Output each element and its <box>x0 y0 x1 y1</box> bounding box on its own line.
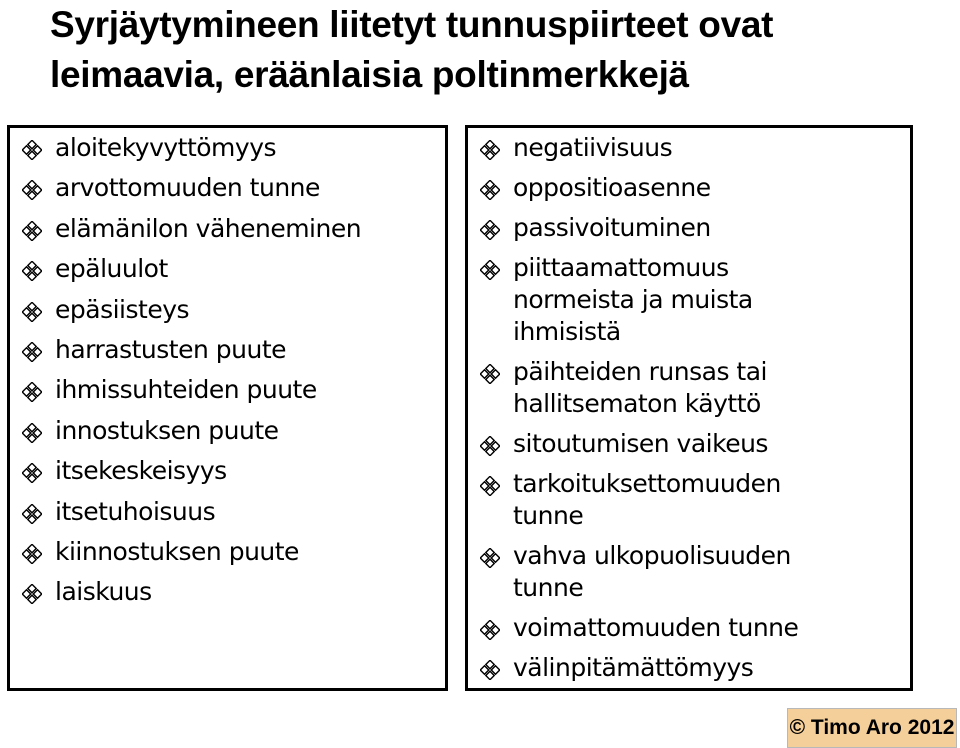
right-list-item-text: piittaamattomuus <box>513 253 729 282</box>
diamond-star-bullet-icon <box>22 504 42 524</box>
diamond-star-bullet-icon <box>480 548 500 568</box>
diamond-star-bullet-icon <box>480 140 500 160</box>
right-list-item-text: oppositioasenne <box>513 173 711 202</box>
right-list-item-text: voimattomuuden tunne <box>513 613 799 642</box>
left-list-item-text: innostuksen puute <box>55 415 279 445</box>
right-list-item-text: tunne <box>513 573 584 602</box>
left-list-item-text: harrastusten puute <box>55 334 287 364</box>
left-list-item <box>22 536 361 568</box>
diamond-star-bullet-icon <box>480 180 500 200</box>
right-list-item-text: sitoutumisen vaikeus <box>513 429 768 458</box>
right-list-item <box>480 540 798 604</box>
right-list-box <box>465 125 913 691</box>
diamond-star-bullet-icon <box>480 364 500 384</box>
right-list-item <box>480 132 798 164</box>
diamond-star-bullet-icon <box>480 620 500 640</box>
right-list-item <box>480 172 798 204</box>
left-list-item <box>22 213 361 245</box>
left-list-item <box>22 172 361 204</box>
left-list-item <box>22 496 361 528</box>
left-list-item-text: kiinnostuksen puute <box>55 536 299 566</box>
right-list-item <box>480 652 798 684</box>
left-bullet-list <box>22 132 361 617</box>
diamond-star-bullet-icon <box>22 584 42 604</box>
right-list-item <box>480 212 798 244</box>
right-list-item-text: tunne <box>513 501 584 530</box>
left-list-item-text: ihmissuhteiden puute <box>55 375 317 405</box>
left-list-item <box>22 374 361 406</box>
right-list-item-text: ihmisistä <box>513 317 621 346</box>
left-list-item <box>22 576 361 608</box>
right-list-item-text: tarkoituksettomuuden <box>513 469 781 498</box>
diamond-star-bullet-icon <box>22 221 42 241</box>
right-list-item <box>480 252 798 348</box>
left-list-item-text: epäluulot <box>55 254 168 284</box>
right-list-item <box>480 428 798 460</box>
slide-title-line-2: leimaavia, eräänlaisia poltinmerkkejä <box>50 54 689 95</box>
diamond-star-bullet-icon <box>480 476 500 496</box>
left-list-item <box>22 455 361 487</box>
slide-title-line-1: Syrjäytymineen liitetyt tunnuspiirteet ovat <box>50 4 774 45</box>
right-list-item-text: passivoituminen <box>513 213 711 242</box>
left-list-item <box>22 334 361 366</box>
left-list-item <box>22 294 361 326</box>
left-list-item <box>22 415 361 447</box>
diamond-star-bullet-icon <box>480 260 500 280</box>
right-list-item-text: välinpitämättömyys <box>513 653 754 682</box>
right-list-item-text: negatiivisuus <box>513 133 673 162</box>
left-list-item-text: epäsiisteys <box>55 294 190 324</box>
left-list-item-text: aloitekyvyttömyys <box>55 133 277 162</box>
left-list-item-text: elämänilon väheneminen <box>55 213 362 243</box>
left-list-item <box>22 132 361 164</box>
diamond-star-bullet-icon <box>22 463 42 483</box>
diamond-star-bullet-icon <box>22 342 42 362</box>
diamond-star-bullet-icon <box>22 140 42 160</box>
left-list-item-text: laiskuus <box>55 577 152 607</box>
right-list-item-text: normeista ja muista <box>513 285 753 314</box>
slide-title <box>50 0 930 100</box>
diamond-star-bullet-icon <box>22 261 42 281</box>
right-list-item <box>480 356 798 420</box>
copyright-badge: © Timo Aro 2012 <box>787 708 957 748</box>
left-list-item <box>22 253 361 285</box>
diamond-star-bullet-icon <box>480 436 500 456</box>
diamond-star-bullet-icon <box>22 423 42 443</box>
right-list-item <box>480 468 798 532</box>
left-list-box <box>7 125 448 691</box>
diamond-star-bullet-icon <box>22 180 42 200</box>
diamond-star-bullet-icon <box>480 660 500 680</box>
left-list-item-text: itsetuhoisuus <box>55 496 216 526</box>
right-list-item-text: vahva ulkopuolisuuden <box>513 541 791 570</box>
diamond-star-bullet-icon <box>480 220 500 240</box>
diamond-star-bullet-icon <box>22 382 42 402</box>
diamond-star-bullet-icon <box>22 544 42 564</box>
left-list-item-text: itsekeskeisyys <box>55 456 227 486</box>
diamond-star-bullet-icon <box>22 302 42 322</box>
right-list-item-text: hallitsematon käyttö <box>513 389 761 418</box>
right-list-item <box>480 612 798 644</box>
right-list-item-text: päihteiden runsas tai <box>513 357 768 386</box>
left-list-item-text: arvottomuuden tunne <box>55 173 320 203</box>
right-bullet-list <box>480 132 798 692</box>
